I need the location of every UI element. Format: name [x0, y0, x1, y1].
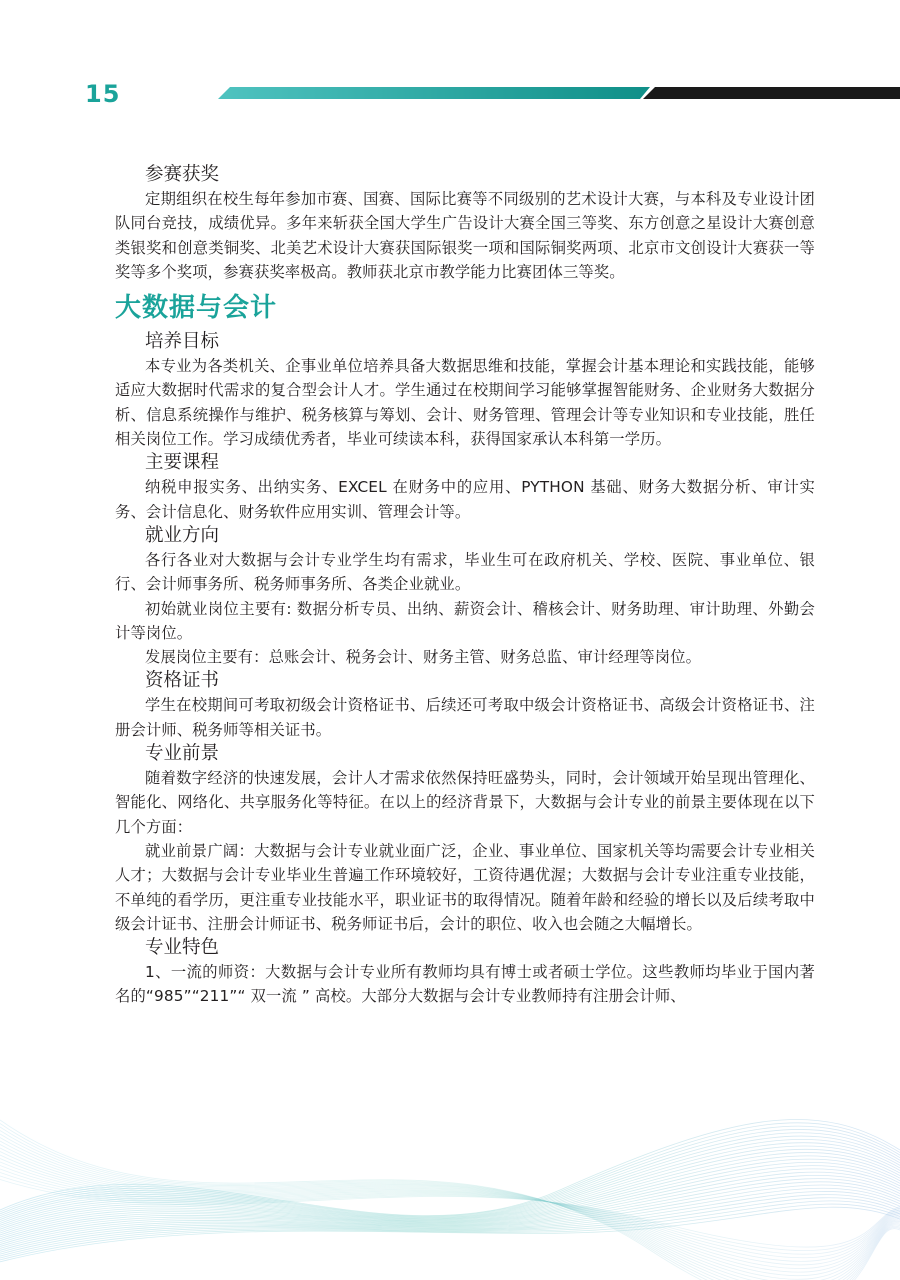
wave-line [0, 1124, 900, 1280]
wave-line [0, 1131, 900, 1280]
heading-employment: 就业方向 [145, 524, 220, 546]
awards-paragraph: 定期组织在校生每年参加市赛、国赛、国际比赛等不同级别的艺术设计大赛，与本科及专业设计团队同台竞技，成绩优异。多年来斩获全国大学生广告设计大赛全国三等奖、东方创意之星设计大赛创意类银奖和创意类铜奖、北美艺术设计大赛获国际银奖一项和国际铜奖两项、北京市文创设计大赛获一等奖等多个奖项，参赛获奖率极高。教师获北京市教学能力比赛团体三等奖。 [115, 190, 815, 281]
header-dark-stripe [643, 87, 900, 99]
features-paragraph: 1、一流的师资：大数据与会计专业所有教师均具有博士或者硕士学位。这些教师均毕业于国内著名的“985”“211”“ 双一流 ” 高校。大部分大数据与会计专业教师持有注册会计师、 [115, 963, 815, 1006]
decorative-waves [0, 1060, 900, 1280]
employment-paragraph: 各行各业对大数据与会计专业学生均有需求，毕业生可在政府机关、学校、医院、事业单位、银行、会计师事务所、税务师事务所、各类企业就业。 [115, 550, 815, 594]
goals-paragraph: 本专业为各类机关、企事业单位培养具备大数据思维和技能，掌握会计基本理论和实践技能，能够适应大数据时代需求的复合型会计人才。学生通过在校期间学习能够掌握智能财务、企业财务大数据分析、信息系统操作与维护、税务核算与筹划、会计、财务管理、管理会计等专业知识和专业技能，胜任相关岗位工作。学习成绩优秀者，毕业可续读本科，获得国家承认本科第一学历。 [115, 357, 815, 449]
heading-awards: 参赛获奖 [145, 164, 220, 185]
prospects-paragraph: 就业前景广阔：大数据与会计专业就业面广泛，企业、事业单位、国家机关等均需要会计专业相关人才；大数据与会计专业毕业生普遍工作环境较好，工资待遇优渥；大数据与会计专业注重专业技能，不单纯的看学历，更注重专业技能水平，职业证书的取得情况。随着年龄和经验的增长以及后续考取中级会计证书、注册会计师证书、税务师证书后，会计的职位、收入也会随之大幅增长。 [115, 841, 815, 933]
courses-paragraph: 纳税申报实务、出纳实务、EXCEL 在财务中的应用、PYTHON 基础、财务大数据分析、审计实务、会计信息化、财务软件应用实训、管理会计等。 [115, 478, 815, 521]
heading-goals: 培养目标 [145, 331, 220, 353]
major-title: 大数据与会计 [115, 293, 278, 324]
heading-courses: 主要课程 [145, 452, 220, 474]
prospects-paragraph: 随着数字经济的快速发展，会计人才需求依然保持旺盛势头，同时，会计领域开始呈现出管理化、智能化、网络化、共享服务化等特征。在以上的经济背景下，大数据与会计专业的前景主要体现在以下几个方面： [115, 769, 815, 836]
certificates-paragraph: 学生在校期间可考取初级会计资格证书、后续还可考取中级会计资格证书、高级会计资格证书、注册会计师、税务师等相关证书。 [115, 696, 815, 739]
heading-prospects: 专业前景 [145, 743, 220, 765]
page-content [115, 163, 815, 1009]
header-bar [0, 84, 900, 104]
header-teal-stripe [218, 87, 650, 99]
page-number: 15 [85, 80, 121, 108]
employment-paragraph: 初始就业岗位主要有: 数据分析专员、出纳、薪资会计、稽核会计、财务助理、审计助理、外勤会计等岗位。 [115, 599, 815, 642]
heading-features: 专业特色 [145, 937, 220, 959]
employment-paragraph: 发展岗位主要有：总账会计、税务会计、财务主管、财务总监、审计经理等岗位。 [145, 648, 702, 667]
heading-certificates: 资格证书 [145, 670, 220, 692]
